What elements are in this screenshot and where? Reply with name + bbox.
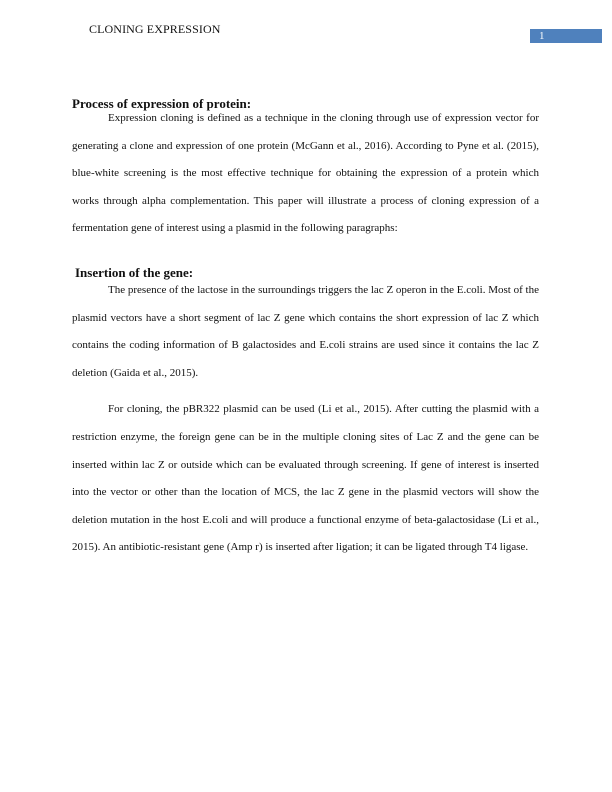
page-number: 1	[530, 29, 602, 43]
section-heading-process: Process of expression of protein:	[72, 96, 252, 111]
paragraph-lacz: The presence of the lactose in the surroundings triggers the lac Z operon in the E.coli. Most of the plasmid vectors have a short segment of lac Z gene which contains the short expression of lac Z which contains the coding information of B galactosides and E.coli strains are used since it contains the lac Z deletion (Gaida et al., 2015).	[72, 283, 539, 379]
section-heading-insertion: Insertion of the gene:	[75, 264, 194, 280]
paragraph-cloning: For cloning, the pBR322 plasmid can be used (Li et al., 2015). After cutting the plasmid with a restriction enzyme, the foreign gene can be in the multiple cloning sites of Lac Z and the gene can be inserted within lac Z or outside which can be evaluated through screening. If gene of interest is inserted into the vector or other than the location of MCS, the lac Z gene in the plasmid vectors will show the deletion mutation in the host E.coli and will produce a functional enzyme of beta-galactosidase (Li et al., 2015). An antibiotic-resistant gene (Amp r) is inserted after ligation; it can be ligated through T4 ligase.	[72, 403, 539, 554]
running-head: CLONING EXPRESSION	[89, 22, 221, 36]
document-body	[72, 96, 539, 562]
paragraph-intro: Expression cloning is defined as a technique in the cloning through use of expression vector for generating a clone and expression of one protein (McGann et al., 2016). According to Pyne et al. (2015), blue-white screening is the most effective technique for obtaining the expression of a protein which works through alpha complementation. This paper will illustrate a process of cloning expression of a fermentation gene of interest using a plasmid in the following paragraphs:	[72, 112, 539, 235]
